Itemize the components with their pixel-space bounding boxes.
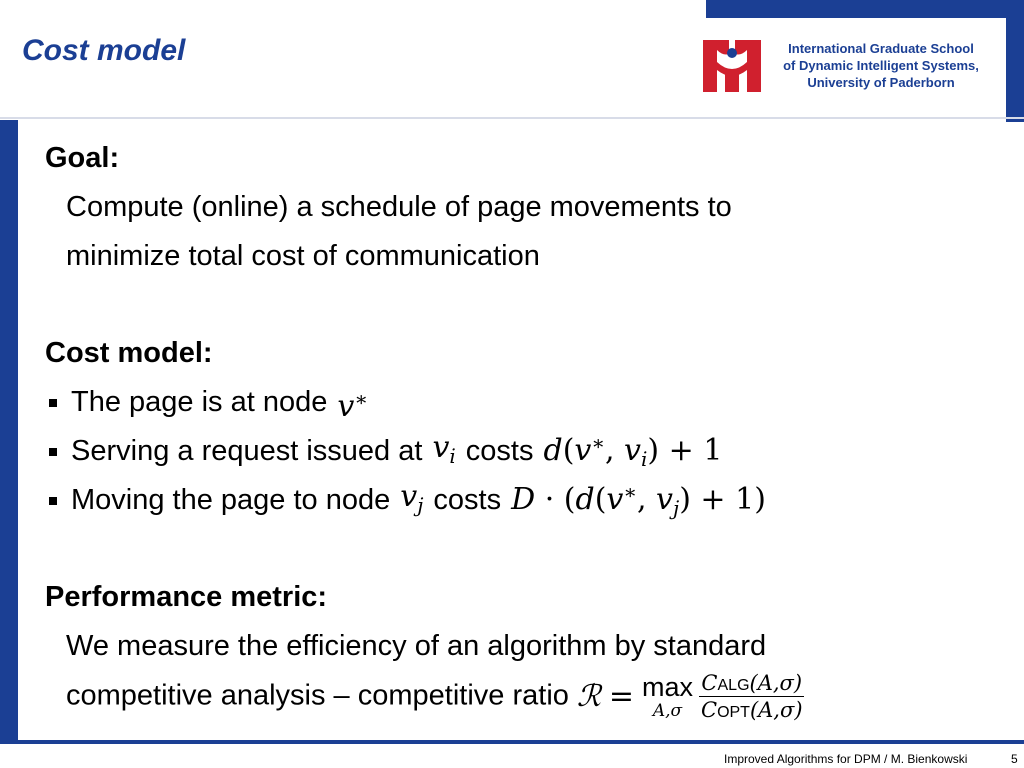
max-operator: max [641,671,693,702]
bullet-text: The page is at node [71,386,328,418]
left-accent-bar [0,120,18,740]
performance-line-text: competitive analysis – competitive ratio [66,679,569,712]
institution-name [770,40,992,91]
goal-line: Compute (online) a schedule of page movements to [66,191,732,223]
formula-serving-cost: d(v∗, $v_i) + 1$ [543,431,723,471]
competitive-ratio-formula: ℛ = max A,σ $\frac{\text{CALG(A,σ)}}{\text{COPT(A,σ)}}$ [576,671,803,723]
cost-model-heading: Cost model: [45,337,213,369]
bullet-text: Moving the page to node [71,484,391,516]
formula-node-vstar: v∗ [337,386,368,424]
bottom-accent-bar [0,740,1024,744]
list-item [45,476,975,525]
bullet-text: Serving a request issued at [71,435,423,467]
list-item [45,427,975,476]
bullet-icon [49,497,57,505]
performance-line [66,671,975,723]
institution-line: of Dynamic Intelligent Systems, [783,58,979,73]
right-accent-bar [1006,0,1024,122]
university-logo-icon [703,40,761,92]
slide-title: Cost model [22,34,186,67]
performance-heading: Performance metric: [45,581,328,613]
performance-line: We measure the efficiency of an algorithm by standard [66,630,767,662]
bullet-icon [49,399,57,407]
bullet-text-post: costs [465,435,534,467]
slide-content [45,134,975,723]
bullet-icon [49,448,57,456]
opt-label: OPT [717,704,750,722]
formula-node-vj: $v_j$ [400,478,424,517]
formula-moving-cost: D · (d(v∗, $v_j) + 1$) [511,480,766,520]
institution-line: University of Paderborn [807,75,955,90]
goal-line: minimize total cost of communication [66,240,540,272]
header-divider [0,117,1024,119]
goal-heading: Goal: [45,142,120,174]
list-item [45,378,975,427]
formula-node-vi: $v_i$ [432,429,456,468]
institution-line: International Graduate School [788,41,974,56]
page-number: 5 [1011,752,1018,766]
footer-text: Improved Algorithms for DPM / M. Bienkowski [724,752,968,766]
top-accent-bar [706,0,1024,18]
bullet-text-post: costs [433,484,502,516]
alg-label: ALG [717,677,750,694]
